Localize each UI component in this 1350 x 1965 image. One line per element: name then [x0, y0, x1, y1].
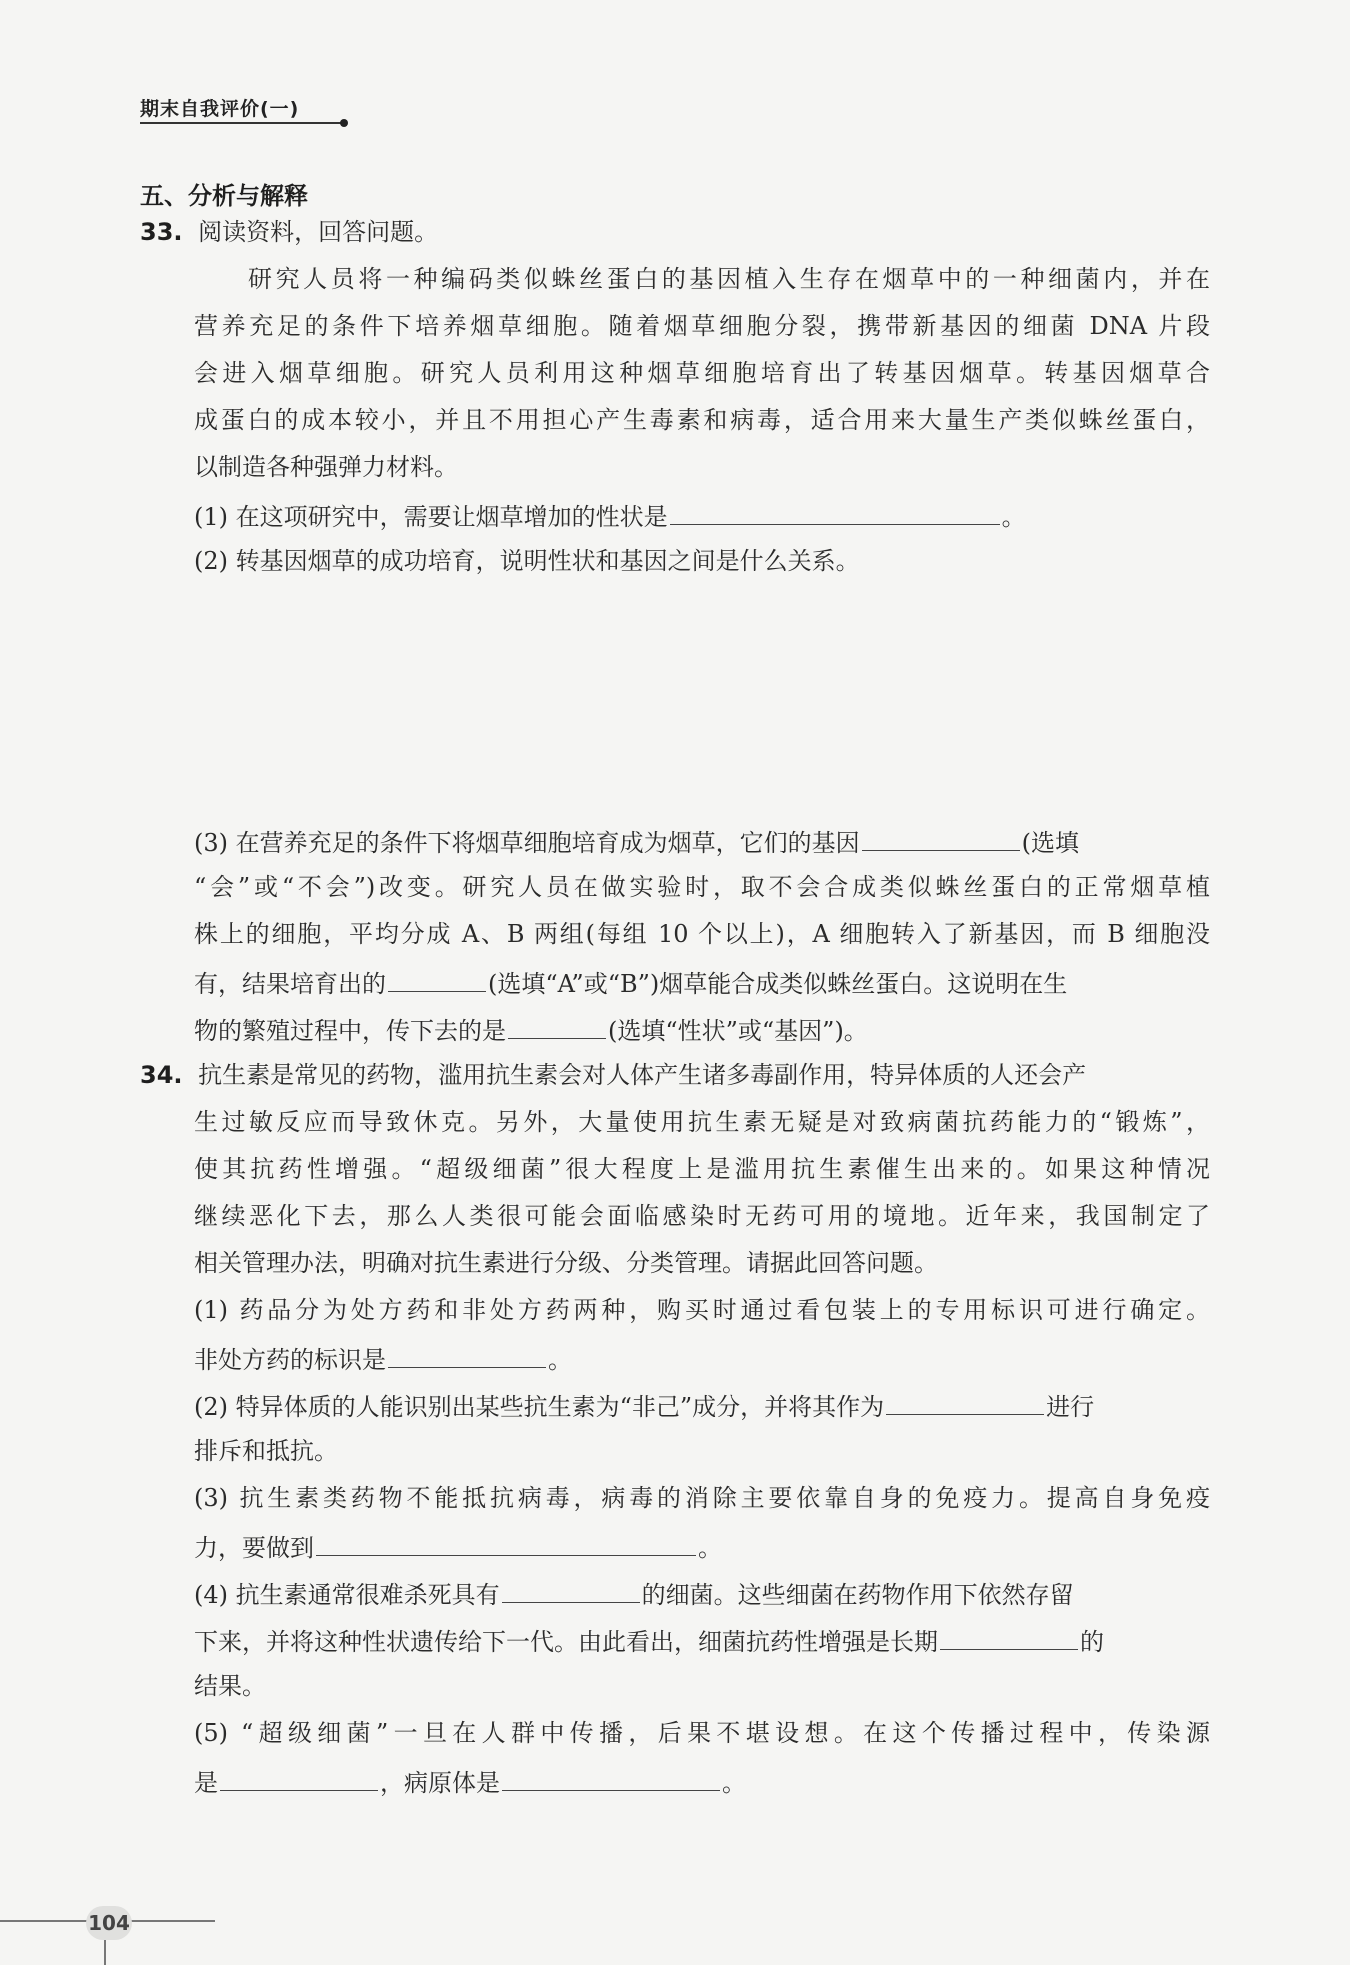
passage-34-line: 使其抗药性增强。“超级细菌”很大程度上是滥用抗生素催生出来的。如果这种情况: [194, 1155, 1210, 1183]
passage-34-line: 生过敏反应而导致休克。另外，大量使用抗生素无疑是对致病菌抗药能力的“锻炼”，: [194, 1108, 1210, 1136]
question-33-1: [194, 500, 1026, 531]
question-33-3-text: (选填“性状”或“基因”)。: [608, 1017, 868, 1045]
question-34-5-line: (5) “超级细菌”一旦在人群中传播，后果不堪设想。在这个传播过程中，传染源: [194, 1719, 1210, 1747]
question-34-1-line: (1) 药品分为处方药和非处方药两种，购买时通过看包装上的专用标识可进行确定。: [194, 1296, 1210, 1324]
question-33-number: 33.: [140, 218, 183, 246]
question-34-4-text: (4) 抗生素通常很难杀死具有: [194, 1581, 500, 1609]
answer-blank-33-1[interactable]: [670, 500, 1000, 525]
question-34-1-text: 非处方药的标识是: [194, 1346, 386, 1374]
passage-34-line: 继续恶化下去，那么人类很可能会面临感染时无药可用的境地。近年来，我国制定了: [194, 1202, 1210, 1230]
answer-blank-34-1[interactable]: [388, 1343, 546, 1368]
answer-blank-34-5-a[interactable]: [220, 1766, 378, 1791]
question-34-5-line: [194, 1766, 746, 1797]
question-34-2-text: (2) 特异体质的人能识别出某些抗生素为“非己”成分，并将其作为: [194, 1393, 885, 1421]
section-title: 五、分析与解释: [140, 182, 308, 210]
answer-blank-34-2[interactable]: [886, 1390, 1044, 1415]
sentence-end: 。: [548, 1346, 572, 1374]
answer-blank-33-3-c[interactable]: [508, 1014, 606, 1039]
question-33-3-text: (选填: [1021, 829, 1079, 857]
passage-34-line: 抗生素是常见的药物，滥用抗生素会对人体产生诸多毒副作用，特异体质的人还会产: [198, 1061, 1087, 1089]
question-33-3-text: (3) 在营养充足的条件下将烟草细胞培育成为烟草，它们的基因: [194, 829, 860, 857]
page-number: 104: [86, 1906, 132, 1940]
header-dot: [340, 119, 348, 127]
passage-33-line: 以制造各种强弹力材料。: [194, 453, 458, 481]
question-34-5-text: 是: [194, 1769, 218, 1797]
question-34-2-text: 进行: [1046, 1393, 1095, 1421]
sentence-end: 。: [1001, 503, 1026, 531]
question-34-1-line: [194, 1343, 572, 1374]
question-34-4-text: 下来，并将这种性状遗传给下一代。由此看出，细菌抗药性增强是长期: [194, 1628, 938, 1656]
question-34-4-line: [194, 1578, 1210, 1609]
question-33-2: (2) 转基因烟草的成功培育，说明性状和基因之间是什么关系。: [194, 547, 860, 575]
answer-blank-34-3[interactable]: [316, 1531, 696, 1556]
answer-blank-34-5-b[interactable]: [502, 1766, 720, 1791]
passage-33-line: 营养充足的条件下培养烟草细胞。随着烟草细胞分裂，携带新基因的细菌 DNA 片段: [194, 312, 1210, 340]
answer-blank-33-3-a[interactable]: [862, 826, 1020, 851]
sentence-end: 。: [698, 1534, 722, 1562]
question-33-3-text: (选填“A”或“B”)烟草能合成类似蛛丝蛋白。这说明在生: [488, 970, 1068, 998]
answer-blank-34-4-a[interactable]: [502, 1578, 640, 1603]
sentence-end: 。: [722, 1769, 746, 1797]
question-34-3-text: 力，要做到: [194, 1534, 314, 1562]
question-34-first-line: [140, 1061, 1210, 1089]
question-34-2-line: [194, 1390, 1210, 1421]
question-33-prompt: 阅读资料，回答问题。: [198, 218, 439, 246]
passage-34-line: 相关管理办法，明确对抗生素进行分级、分类管理。请据此回答问题。: [194, 1249, 938, 1277]
question-33-3-line: [194, 826, 1210, 857]
passage-33-line: 会进入烟草细胞。研究人员利用这种烟草细胞培育出了转基因烟草。转基因烟草合: [194, 359, 1210, 387]
question-33-3-line: “会”或“不会”)改变。研究人员在做实验时，取不会合成类似蛛丝蛋白的正常烟草植: [194, 873, 1210, 901]
question-34-2-line: 排斥和抵抗。: [194, 1437, 338, 1465]
question-34-4-line: [194, 1625, 1210, 1656]
question-33-prompt-line: [140, 218, 438, 246]
question-34-number: 34.: [140, 1061, 183, 1089]
question-34-5-text: ，病原体是: [380, 1769, 500, 1797]
question-33-3-line: [194, 967, 1210, 998]
question-33-3-text: 有，结果培育出的: [194, 970, 386, 998]
answer-blank-33-3-b[interactable]: [388, 967, 486, 992]
question-34-4-text: 的细菌。这些细菌在药物作用下依然存留: [641, 1581, 1074, 1609]
answer-blank-34-4-b[interactable]: [940, 1625, 1078, 1650]
question-33-1-label: (1) 在这项研究中，需要让烟草增加的性状是: [194, 503, 668, 531]
running-header: 期末自我评价(一): [140, 98, 300, 120]
question-33-3-line: [194, 1014, 868, 1045]
answer-area-33-2[interactable]: [194, 590, 1210, 820]
header-rule: [140, 122, 344, 124]
question-34-4-line: 结果。: [194, 1672, 266, 1700]
passage-33-line: 成蛋白的成本较小，并且不用担心产生毒素和病毒，适合用来大量生产类似蛛丝蛋白，: [194, 406, 1210, 434]
question-34-4-text: 的: [1080, 1628, 1104, 1656]
question-33-3-text: 物的繁殖过程中，传下去的是: [194, 1017, 506, 1045]
question-34-3-line: [194, 1531, 722, 1562]
question-34-3-line: (3) 抗生素类药物不能抵抗病毒，病毒的消除主要依靠自身的免疫力。提高自身免疫: [194, 1484, 1210, 1512]
question-33-3-line: 株上的细胞，平均分成 A、B 两组(每组 10 个以上)，A 细胞转入了新基因，而 B 细胞没: [194, 920, 1210, 948]
passage-33-line: 研究人员将一种编码类似蛛丝蛋白的基因植入生存在烟草中的一种细菌内，并在: [248, 265, 1210, 293]
